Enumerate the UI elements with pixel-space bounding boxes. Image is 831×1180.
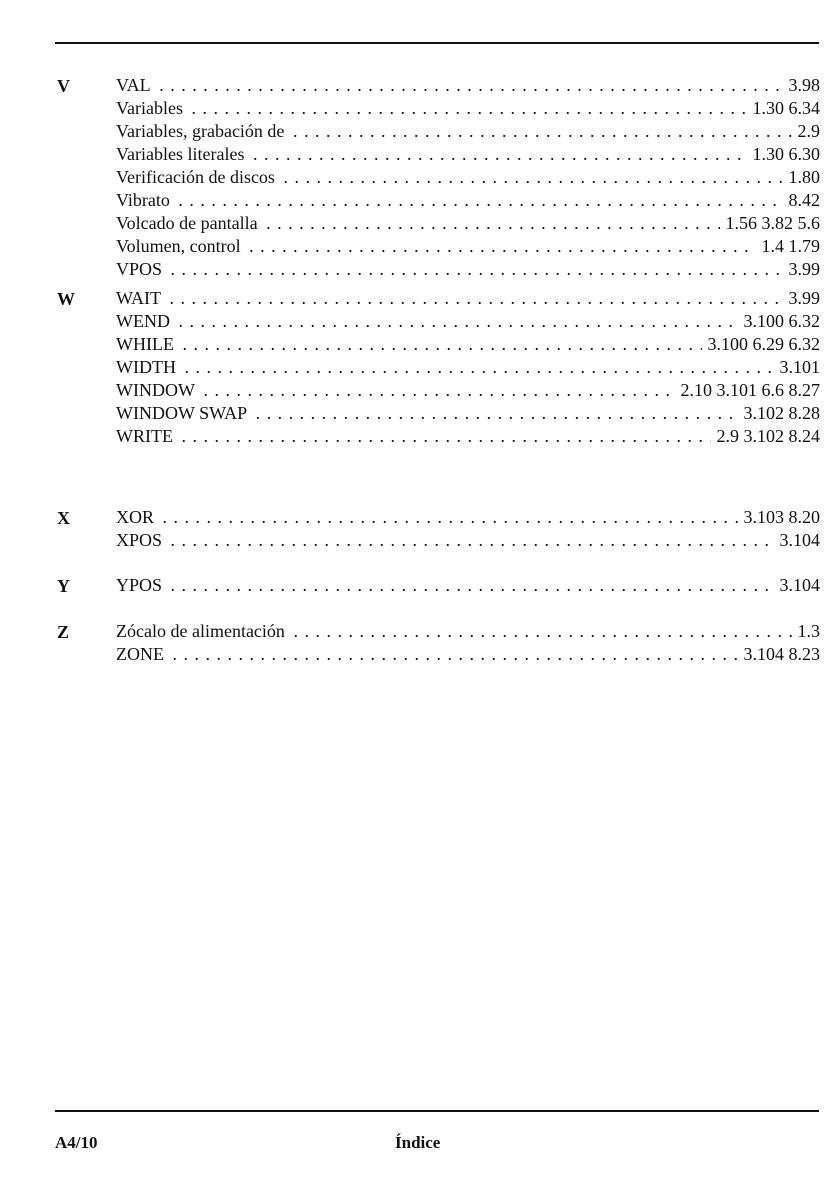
group-entries — [116, 74, 820, 281]
group-letter: Z — [57, 622, 70, 642]
index-entry — [116, 74, 820, 97]
index-entry — [116, 189, 820, 212]
group-letter: X — [57, 508, 70, 528]
index-entry — [116, 97, 820, 120]
entry-pages: 3.104 — [774, 529, 821, 552]
entry-pages: 2.9 — [792, 120, 821, 143]
index-entry — [116, 402, 820, 425]
group-letter: Y — [57, 576, 70, 596]
entry-pages: 3.99 — [783, 287, 821, 310]
entry-term: Vibrato — [116, 190, 173, 210]
entry-pages: 1.3 — [792, 620, 821, 643]
entry-pages: 3.104 — [774, 574, 821, 597]
entry-pages: 2.10 3.101 6.6 8.27 — [675, 379, 821, 402]
entry-term: WHILE — [116, 334, 177, 354]
entry-pages: 3.104 8.23 — [738, 643, 821, 666]
index-entry — [116, 235, 820, 258]
index-entry — [116, 166, 820, 189]
entry-pages: 1.4 1.79 — [756, 235, 821, 258]
entry-pages: 2.9 3.102 8.24 — [711, 425, 821, 448]
entry-term: Zócalo de alimentación — [116, 621, 288, 641]
entry-pages: 3.100 6.29 6.32 — [702, 333, 821, 356]
group-letter: W — [57, 289, 75, 309]
entry-term: Variables, grabación de — [116, 121, 287, 141]
entry-pages: 3.103 8.20 — [738, 506, 821, 529]
entry-term: VAL — [116, 75, 154, 95]
group-entries — [116, 620, 820, 666]
index-entry — [116, 212, 820, 235]
entry-pages: 1.56 3.82 5.6 — [720, 212, 821, 235]
index-entry — [116, 425, 820, 448]
entry-term: WEND — [116, 311, 173, 331]
index-entry — [116, 529, 820, 552]
entry-term: ZONE — [116, 644, 167, 664]
group-entries — [116, 287, 820, 448]
page-number: A4/10 — [55, 1133, 98, 1152]
entry-term: Variables — [116, 98, 186, 118]
group-letter: V — [57, 76, 70, 96]
entry-pages: 3.101 — [774, 356, 821, 379]
entry-term: Verificación de discos — [116, 167, 278, 187]
entry-term: Volumen, control — [116, 236, 244, 256]
entry-term: XOR — [116, 507, 157, 527]
entry-term: WINDOW — [116, 380, 198, 400]
entry-pages: 1.30 6.30 — [747, 143, 821, 166]
entry-term: XPOS — [116, 530, 165, 550]
entry-pages: 3.99 — [783, 258, 821, 281]
top-rule — [55, 42, 819, 44]
entry-pages: 3.100 6.32 — [738, 310, 821, 333]
index-entry — [116, 506, 820, 529]
index-entry — [116, 143, 820, 166]
entry-pages: 3.102 8.28 — [738, 402, 821, 425]
entry-term: Variables literales — [116, 144, 247, 164]
index-entry — [116, 379, 820, 402]
index-entry — [116, 287, 820, 310]
entry-pages: 3.98 — [783, 74, 821, 97]
entry-term: WINDOW SWAP — [116, 403, 250, 423]
entry-term: Volcado de pantalla — [116, 213, 261, 233]
index-entry — [116, 120, 820, 143]
index-entry — [116, 333, 820, 356]
section-title: Índice — [395, 1133, 441, 1152]
index-entry — [116, 258, 820, 281]
group-entries — [116, 506, 820, 552]
entry-term: VPOS — [116, 259, 165, 279]
entry-term: WAIT — [116, 288, 164, 308]
index-entry — [116, 643, 820, 666]
entry-pages: 1.30 6.34 — [747, 97, 821, 120]
index-entry — [116, 356, 820, 379]
entry-pages: 8.42 — [783, 189, 821, 212]
index-entry — [116, 620, 820, 643]
group-entries — [116, 574, 820, 597]
index-entry — [116, 574, 820, 597]
entry-term: WRITE — [116, 426, 176, 446]
entry-term: WIDTH — [116, 357, 179, 377]
bottom-rule — [55, 1110, 819, 1112]
entry-pages: 1.80 — [783, 166, 821, 189]
entry-term: YPOS — [116, 575, 165, 595]
index-entry — [116, 310, 820, 333]
